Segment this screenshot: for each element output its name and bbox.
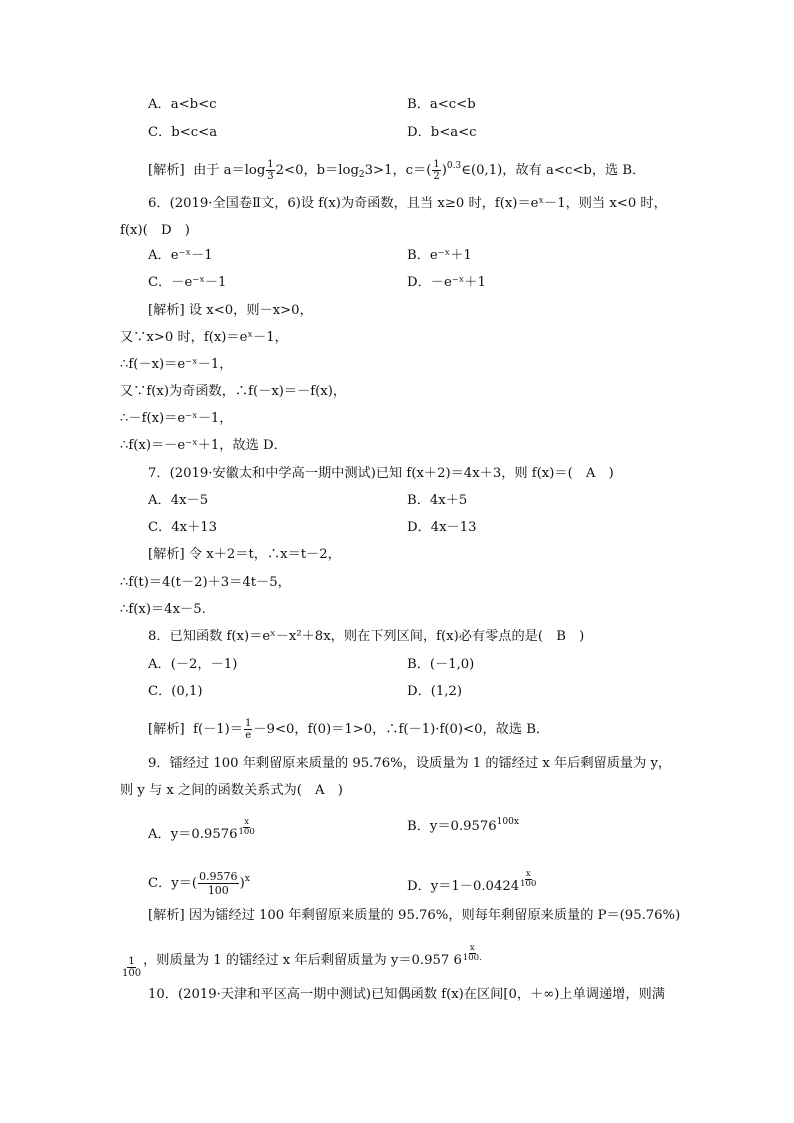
- q6-solution-line-4: 又∵f(x)为奇函数，∴f(－x)＝－f(x)，: [120, 384, 347, 399]
- q8-option-c: C．(0,1): [148, 684, 203, 699]
- q5-sol-text-2: 2<0，b＝log: [275, 163, 359, 178]
- q5-sol-text-1: 由于 a＝log: [193, 163, 266, 178]
- q9-option-b-exponent: 100x: [496, 817, 519, 827]
- q7-option-a: A．4x－5: [148, 493, 209, 508]
- q9-option-a-text: A．y＝0.9576: [148, 827, 238, 842]
- q8-option-a: A．(－2，－1): [148, 657, 238, 672]
- q9-option-c: [148, 870, 250, 897]
- q5-option-a: A．a<b<c: [148, 97, 217, 112]
- q9-option-b-text: B．y＝0.9576: [407, 819, 497, 834]
- q8-sol-text-2: －9<0，f(0)＝1>0，∴f(－1)·f(0)<0，故选 B．: [253, 722, 550, 737]
- q7-solution-line-3: ∴f(x)＝4x－5.: [120, 602, 206, 617]
- solution-tag: [解析]: [148, 547, 185, 562]
- q6-sol-text: 设 x<0，则－x>0，: [188, 303, 313, 318]
- q9-stem-line-2: 则 y 与 x 之间的函数关系式为( A ): [120, 783, 343, 798]
- q9-option-d: [407, 870, 536, 896]
- q9-stem-line-1: 9．镭经过 100 年剩留原来质量的 95.76%，设质量为 1 的镭经过 x 年后剩留质量为 y，: [148, 756, 672, 771]
- q9-option-c-fraction: $\frac{0.9576}{100}$: [199, 870, 238, 897]
- q7-solution-line-2: ∴f(t)＝4(t－2)＋3＝4t－5，: [120, 575, 291, 590]
- q8-option-d: D．(1,2): [407, 684, 463, 699]
- q9-sol-exponent-fraction: $\frac{1}{100}$: [122, 956, 142, 979]
- q8-option-b: B．(－1,0): [407, 657, 475, 672]
- q5-sol-subscript: 2: [358, 170, 365, 180]
- q5-sol-text-4: ): [441, 163, 447, 178]
- q9-option-a: [148, 818, 255, 844]
- q9-option-b: [407, 818, 519, 836]
- q7-option-c: C．4x＋13: [148, 520, 218, 535]
- q5-sol-text-3: 3>1，c＝(: [364, 163, 432, 178]
- q6-solution-line-3: ∴f(－x)＝e⁻ˣ－1，: [120, 357, 233, 372]
- q10-stem: 10．(2019·天津和平区高一期中测试)已知偶函数 f(x)在区间[0，＋∞)上单调递增，则满: [148, 987, 665, 1002]
- q7-option-b: B．4x＋5: [407, 493, 468, 508]
- q9-option-c-text-2: ): [239, 876, 245, 891]
- q8-sol-fraction: $\frac{1}{e}$: [245, 718, 252, 741]
- q5-sol-fraction-1: $\frac{1}{3}$: [267, 159, 274, 182]
- q9-sol-exponent-fraction-2: $\frac{x}{100.}$: [462, 943, 482, 963]
- q6-stem-line-1: 6．(2019·全国卷Ⅱ文，6)设 f(x)为奇函数，且当 x≥0 时，f(x)＝eˣ－1，则当 x<0 时，: [148, 196, 667, 211]
- q9-option-c-text-1: C．y＝(: [148, 876, 198, 891]
- q6-solution-line-6: ∴f(x)＝－e⁻ˣ＋1，故选 D．: [120, 438, 287, 453]
- q7-sol-text: 令 x＋2＝t，∴x＝t－2，: [188, 547, 341, 562]
- solution-tag: [解析]: [148, 163, 185, 178]
- q8-solution: [148, 718, 549, 741]
- q8-sol-text-1: f(－1)＝: [193, 722, 243, 737]
- q6-stem-line-2: f(x)( D ): [120, 223, 190, 238]
- q5-sol-fraction-2: $\frac{1}{2}$: [433, 159, 440, 182]
- q5-option-d: D．b<a<c: [407, 125, 477, 140]
- q9-solution-line-2: [120, 944, 482, 979]
- solution-tag: [解析]: [148, 303, 185, 318]
- q5-sol-exponent: 0.3: [446, 161, 462, 171]
- q9-sol-text-1: 因为镭经过 100 年剩留原来质量的 95.76%，则每年剩留原来质量的 P＝(95.76%): [188, 908, 681, 923]
- q5-solution: [148, 159, 645, 182]
- solution-tag: [解析]: [148, 722, 185, 737]
- q5-option-b: B．a<c<b: [407, 97, 476, 112]
- q9-option-d-text: D．y＝1－0.0424: [407, 879, 520, 894]
- q6-option-d: D．－e⁻ˣ＋1: [407, 275, 486, 290]
- q9-sol-text-2: ，则质量为 1 的镭经过 x 年后剩留质量为 y＝0.957 6: [143, 953, 462, 968]
- q7-solution-line-1: [148, 546, 341, 564]
- q6-solution-line-5: ∴－f(x)＝e⁻ˣ－1，: [120, 411, 233, 426]
- q9-option-d-exponent: $\frac{x}{100}$: [520, 869, 537, 889]
- solution-tag: [解析]: [148, 908, 185, 923]
- q6-option-b: B．e⁻ˣ＋1: [407, 248, 472, 263]
- q5-option-c: C．b<c<a: [148, 125, 218, 140]
- q6-option-a: A．e⁻ˣ－1: [148, 248, 213, 263]
- q7-stem: 7．(2019·安徽太和中学高一期中测试)已知 f(x＋2)＝4x＋3，则 f(x)＝( A ): [148, 466, 614, 481]
- q8-stem: 8．已知函数 f(x)＝eˣ－x²＋8x，则在下列区间，f(x)必有零点的是( B ): [148, 629, 585, 644]
- q5-sol-text-5: ∈(0,1)，故有 a<c<b，选 B．: [461, 163, 646, 178]
- q6-solution-line-1: [148, 302, 313, 320]
- q9-solution-line-1: [148, 907, 680, 925]
- q9-option-c-exponent: x: [244, 874, 250, 884]
- q9-option-a-exponent: $\frac{x}{100}$: [238, 817, 255, 837]
- q7-option-d: D．4x－13: [407, 520, 477, 535]
- q6-option-c: C．－e⁻ˣ－1: [148, 275, 227, 290]
- q6-solution-line-2: 又∵x>0 时，f(x)＝eˣ－1，: [120, 330, 288, 345]
